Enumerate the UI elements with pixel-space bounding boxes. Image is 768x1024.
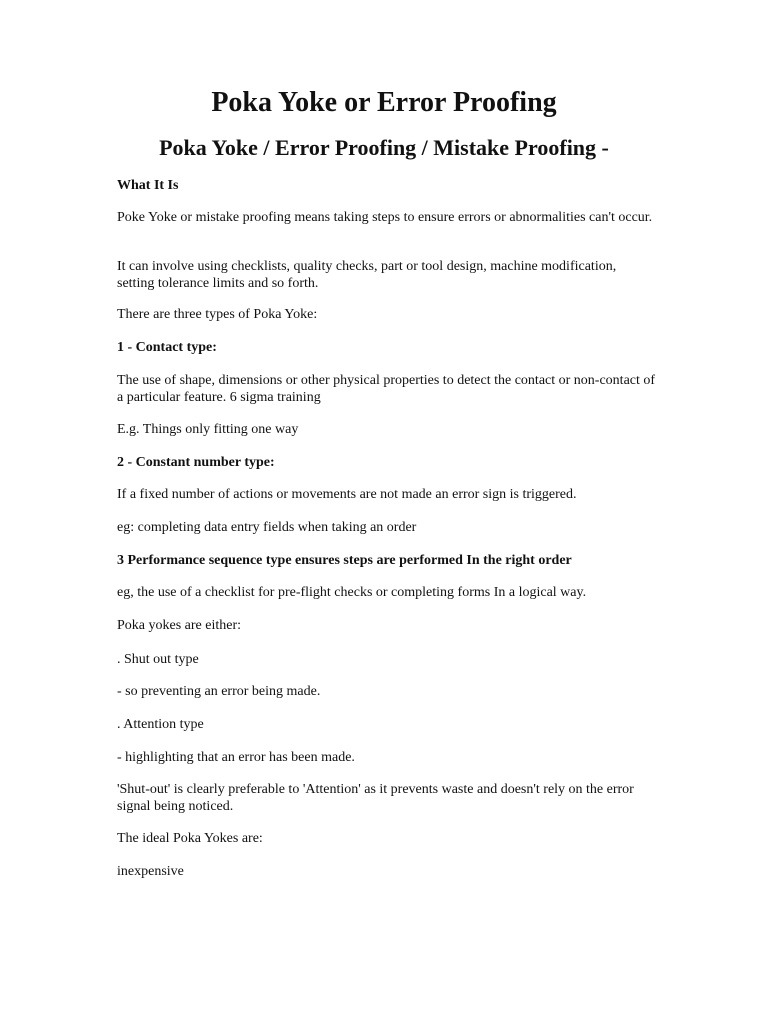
paragraph-constant-example: eg: completing data entry fields when taking an order — [117, 520, 417, 535]
heading-performance-sequence: 3 Performance sequence type ensures steps are performed In the right order — [117, 553, 572, 568]
paragraph-definition: Poke Yoke or mistake proofing means taking steps to ensure errors or abnormalities can't occur. — [117, 210, 653, 225]
list-item-attention-desc: - highlighting that an error has been made. — [117, 750, 355, 765]
list-item-shut-out-desc: - so preventing an error being made. — [117, 684, 321, 699]
paragraph-ideal: The ideal Poka Yokes are: — [117, 831, 263, 846]
paragraph-three-types: There are three types of Poka Yoke: — [117, 307, 318, 322]
heading-what-it-is: What It Is — [117, 178, 179, 193]
paragraph-involves: It can involve using checklists, quality checks, part or tool design, machine modification, setting tolerance limits and so forth. — [117, 259, 617, 291]
paragraph-contact-example: E.g. Things only fitting one way — [117, 422, 299, 437]
list-item-shut-out: . Shut out type — [117, 652, 199, 667]
document-subtitle: Poka Yoke / Error Proofing / Mistake Proofing - — [159, 135, 609, 160]
paragraph-constant-number: If a fixed number of actions or movements are not made an error sign is triggered. — [117, 487, 577, 502]
list-item-inexpensive: inexpensive — [117, 864, 184, 879]
list-item-attention: . Attention type — [117, 717, 204, 732]
paragraph-preference: 'Shut-out' is clearly preferable to 'Attention' as it prevents waste and doesn't rely on the error signal being noticed. — [117, 782, 634, 814]
paragraph-sequence-example: eg, the use of a checklist for pre-flight checks or completing forms In a logical way. — [117, 585, 587, 600]
heading-constant-number-type: 2 - Constant number type: — [117, 455, 275, 470]
heading-contact-type: 1 - Contact type: — [117, 340, 217, 355]
paragraph-either: Poka yokes are either: — [117, 618, 242, 633]
paragraph-contact-type: The use of shape, dimensions or other physical properties to detect the contact or non-contact of a particular feature. 6 sigma training — [117, 373, 656, 405]
document-title: Poka Yoke or Error Proofing — [211, 87, 557, 118]
